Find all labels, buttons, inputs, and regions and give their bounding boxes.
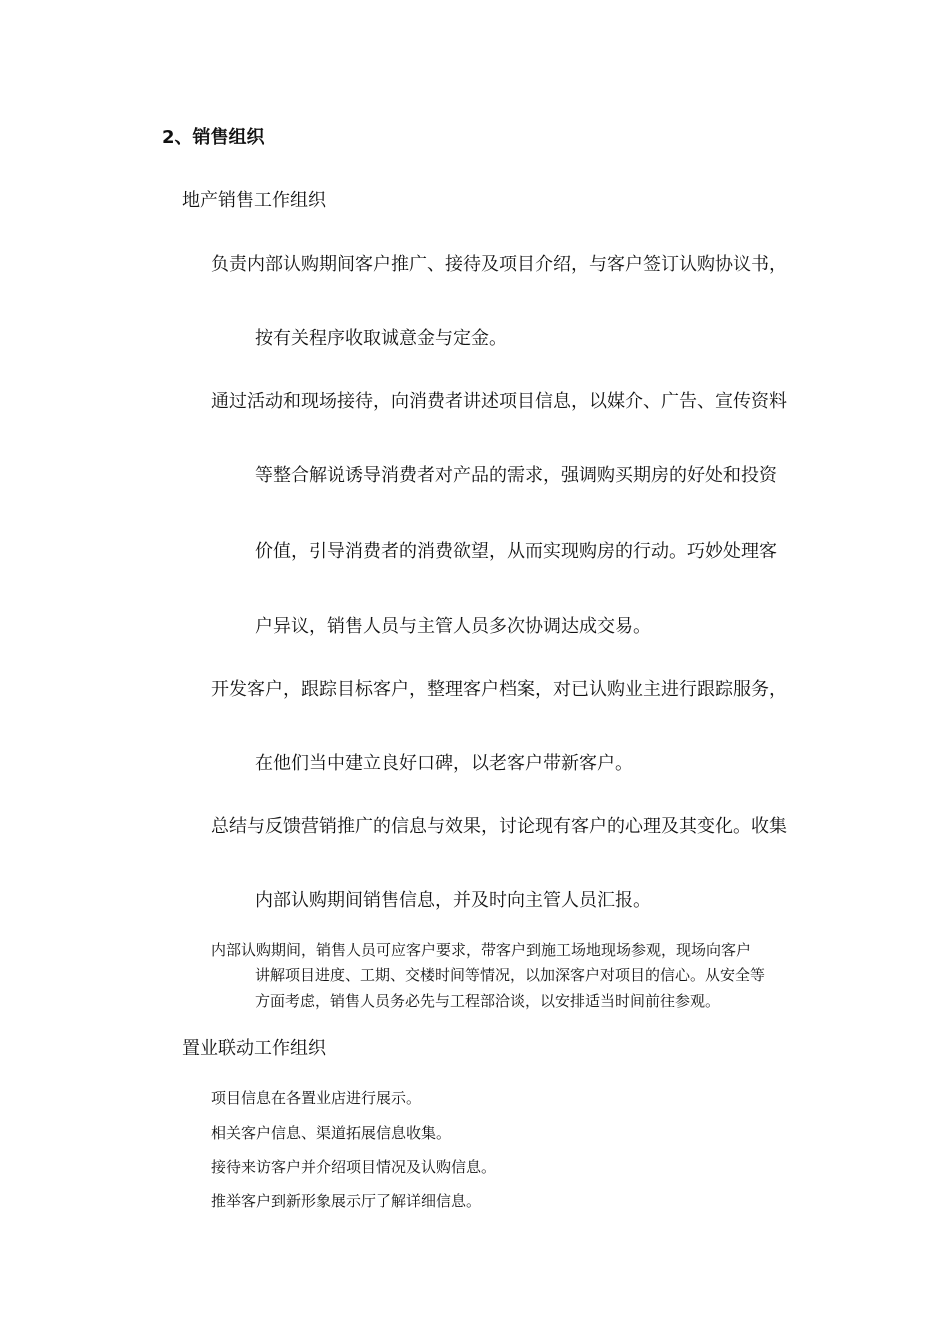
paragraph-line: 通过活动和现场接待，向消费者讲述项目信息，以媒介、广告、宣传资料 — [211, 391, 787, 412]
paragraph-line: 内部认购期间，销售人员可应客户要求，带客户到施工场地现场参观，现场向客户 — [211, 941, 752, 959]
list-item: 相关客户信息、渠道拓展信息收集。 — [211, 1124, 452, 1142]
paragraph-line: 在他们当中建立良好口碑，以老客户带新客户。 — [255, 753, 633, 774]
paragraph-line: 负责内部认购期间客户推广、接待及项目介绍，与客户签订认购协议书， — [211, 254, 787, 275]
paragraph-line: 内部认购期间销售信息，并及时向主管人员汇报。 — [255, 890, 651, 911]
list-item: 推举客户到新形象展示厅了解详细信息。 — [211, 1192, 482, 1210]
paragraph-line: 价值，引导消费者的消费欲望，从而实现购房的行动。巧妙处理客 — [255, 541, 777, 562]
section-title: 2、销售组织 — [162, 127, 265, 148]
paragraph-line: 总结与反馈营销推广的信息与效果，讨论现有客户的心理及其变化。收集 — [211, 816, 787, 837]
paragraph-line: 开发客户，跟踪目标客户，整理客户档案，对已认购业主进行跟踪服务， — [211, 679, 787, 700]
paragraph-line: 按有关程序收取诚意金与定金。 — [255, 328, 507, 349]
paragraph-line: 讲解项目进度、工期、交楼时间等情况，以加深客户对项目的信心。从安全等 — [255, 966, 766, 984]
list-item: 接待来访客户并介绍项目情况及认购信息。 — [211, 1158, 497, 1176]
paragraph-line: 方面考虑，销售人员务必先与工程部洽谈，以安排适当时间前往参观。 — [255, 992, 721, 1010]
paragraph-line: 等整合解说诱导消费者对产品的需求，强调购买期房的好处和投资 — [255, 465, 777, 486]
group-title-sales: 地产销售工作组织 — [182, 190, 326, 211]
paragraph-line: 户异议，销售人员与主管人员多次协调达成交易。 — [255, 616, 651, 637]
group-title-brokerage: 置业联动工作组织 — [182, 1038, 326, 1059]
list-item: 项目信息在各置业店进行展示。 — [211, 1089, 422, 1107]
